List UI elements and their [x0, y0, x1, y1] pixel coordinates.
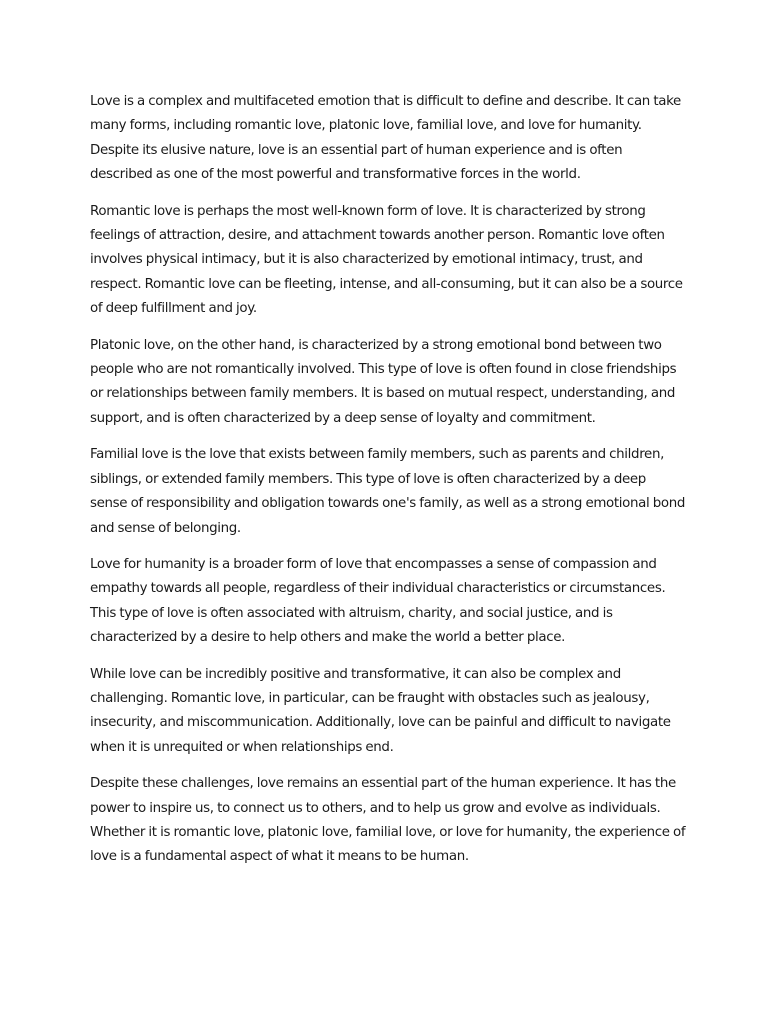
paragraph-platonic-love: Platonic love, on the other hand, is characterized by a strong emotional bond between two people who are not romantically involved. This type of love is often found in close friendships or relationships between family members. It is based on mutual respect, understanding, and support, and is often characterized by a deep sense of loyalty and commitment. — [90, 337, 677, 426]
paragraph-romantic-love: Romantic love is perhaps the most well-known form of love. It is characterized by strong feelings of attraction, desire, and attachment towards another person. Romantic love often involves physical intimacy, but it is also characterized by emotional intimacy, trust, and respect. Romantic love can be fleeting, intense, and all-consuming, but it can also be a source of deep fulfillment and joy. — [90, 203, 683, 317]
document-body — [90, 90, 686, 882]
paragraph-challenges: While love can be incredibly positive and transformative, it can also be complex and challenging. Romantic love, in particular, can be fraught with obstacles such as jealousy, insecurity, and miscommunication. Additionally, love can be painful and difficult to navigate when it is unrequited or when relationships end. — [90, 666, 671, 755]
paragraph-conclusion: Despite these challenges, love remains an essential part of the human experience. It has the power to inspire us, to connect us to others, and to help us grow and evolve as individuals. Whether it is romantic love, platonic love, familial love, or love for humanity, the experience of love is a fundamental aspect of what it means to be human. — [90, 776, 686, 865]
paragraph-love-for-humanity: Love for humanity is a broader form of love that encompasses a sense of compassion and empathy towards all people, regardless of their individual characteristics or circumstances. This type of love is often associated with altruism, charity, and social justice, and is characterized by a desire to help others and make the world a better place. — [90, 556, 666, 646]
paragraph-familial-love: Familial love is the love that exists between family members, such as parents and children, siblings, or extended family members. This type of love is often characterized by a deep sense of responsibility and obligation towards one's family, as well as a strong emotional bond and sense of belonging. — [90, 447, 686, 536]
paragraph-intro: Love is a complex and multifaceted emotion that is difficult to define and describe. It can take many forms, including romantic love, platonic love, familial love, and love for humanity. Despite its elusive nature, love is an essential part of human experience and is often described as one of the most powerful and transformative forces in the world. — [90, 94, 681, 183]
